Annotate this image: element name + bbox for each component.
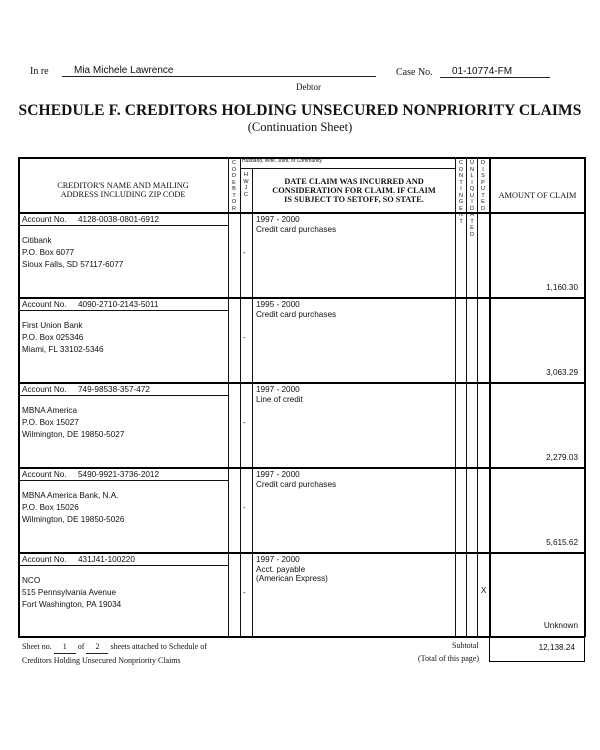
account-number: 749-98538-357-472 bbox=[78, 385, 150, 394]
account-label: Account No. bbox=[22, 470, 67, 479]
in-re-label: In re bbox=[30, 66, 49, 77]
claim-description: 1997 - 2000 Credit card purchases bbox=[256, 215, 337, 234]
creditor-name: First Union Bank bbox=[22, 321, 83, 330]
creditor-address: NCO 515 Pennsylvania Avenue Fort Washington, PA 19034 bbox=[22, 576, 122, 609]
claim-description: 1997 - 2000 Credit card purchases bbox=[256, 470, 337, 489]
creditor-name: Citibank bbox=[22, 236, 52, 245]
account-number: 5490-9921-3736-2012 bbox=[78, 470, 160, 479]
hwjc-value: - bbox=[243, 333, 246, 342]
sheet-total: 2 bbox=[86, 640, 108, 654]
disputed-column-header: D I S P U T E D bbox=[481, 160, 485, 212]
creditor-address: MBNA America P.O. Box 15027 Wilmington, DE 19850-5027 bbox=[22, 406, 125, 439]
claim-amount: Unknown bbox=[543, 621, 578, 630]
sheet-count-note: Sheet no. 1 of 2 sheets attached to Schedule of Creditors Holding Unsecured Nonpriority Claims bbox=[22, 642, 207, 665]
schedule-title: SCHEDULE F. CREDITORS HOLDING UNSECURED NONPRIORITY CLAIMS bbox=[18, 102, 582, 119]
account-label: Account No. bbox=[22, 385, 67, 394]
amount-column-header: AMOUNT OF CLAIM bbox=[498, 191, 577, 200]
account-label: Account No. bbox=[22, 300, 67, 309]
date-claim-column-header: DATE CLAIM WAS INCURRED AND CONSIDERATION FOR CLAIM. IF CLAIM IS SUBJECT TO SETOFF, SO STATE. bbox=[272, 177, 436, 204]
creditor-column-header: CREDITOR'S NAME AND MAILING ADDRESS INCLUDING ZIP CODE bbox=[57, 181, 189, 199]
hwjc-column-header: H W J C bbox=[243, 172, 249, 198]
subtotal-note: (Total of this page) bbox=[418, 654, 479, 663]
hwjc-value: - bbox=[243, 588, 246, 597]
claim-description: 1995 - 2000 Credit card purchases bbox=[256, 300, 337, 319]
account-number: 431J41-100220 bbox=[78, 555, 135, 564]
subtotal-box bbox=[489, 637, 585, 662]
case-no-label: Case No. bbox=[396, 67, 433, 78]
unliquidated-column-header: U N L I Q U I D A T E D bbox=[469, 160, 475, 238]
schedule-subtitle: (Continuation Sheet) bbox=[247, 120, 353, 134]
claim-description: 1997 - 2000 Acct. payable (American Express) bbox=[256, 555, 328, 583]
creditor-address: First Union Bank P.O. Box 025346 Miami, FL 33102-5346 bbox=[22, 321, 104, 354]
account-number: 4128-0038-0801-6912 bbox=[78, 215, 160, 224]
creditor-address: Citibank P.O. Box 6077 Sioux Falls, SD 57117-6077 bbox=[22, 236, 124, 269]
sheet-number: 1 bbox=[54, 640, 76, 654]
account-number: 4090-2710-2143-5011 bbox=[78, 300, 159, 309]
codebtor-column-header: C O D E B T O R bbox=[231, 160, 237, 212]
hwjc-value: - bbox=[243, 503, 246, 512]
disputed-mark: X bbox=[481, 586, 487, 595]
creditor-name: NCO bbox=[22, 576, 41, 585]
creditor-address: MBNA America Bank, N.A. P.O. Box 15026 Wilmington, DE 19850-5026 bbox=[22, 491, 125, 524]
claim-amount: 2,279.03 bbox=[546, 453, 578, 462]
claim-amount: 3,063.29 bbox=[546, 368, 578, 377]
account-label: Account No. bbox=[22, 215, 67, 224]
claim-amount: 1,160.30 bbox=[546, 283, 578, 292]
subtotal-amount: 12,138.24 bbox=[538, 643, 575, 652]
claim-amount: 5,615.62 bbox=[546, 538, 578, 547]
debtor-name: Mia Michele Lawrence bbox=[62, 65, 376, 77]
hwjc-value: - bbox=[243, 418, 246, 427]
hwjc-caption: Husband, Wife, Joint, or Community bbox=[242, 158, 323, 164]
debtor-label: Debtor bbox=[296, 82, 321, 92]
account-label: Account No. bbox=[22, 555, 67, 564]
subtotal-label: Subtotal bbox=[452, 641, 479, 650]
contingent-column-header: C O N T I N G E N T bbox=[458, 160, 464, 225]
creditor-name: MBNA America bbox=[22, 406, 78, 415]
hwjc-value: - bbox=[243, 248, 246, 257]
case-number: 01-10774-FM bbox=[440, 66, 550, 78]
creditor-name: MBNA America Bank, N.A. bbox=[22, 491, 119, 500]
claim-description: 1997 - 2000 Line of credit bbox=[256, 385, 303, 404]
